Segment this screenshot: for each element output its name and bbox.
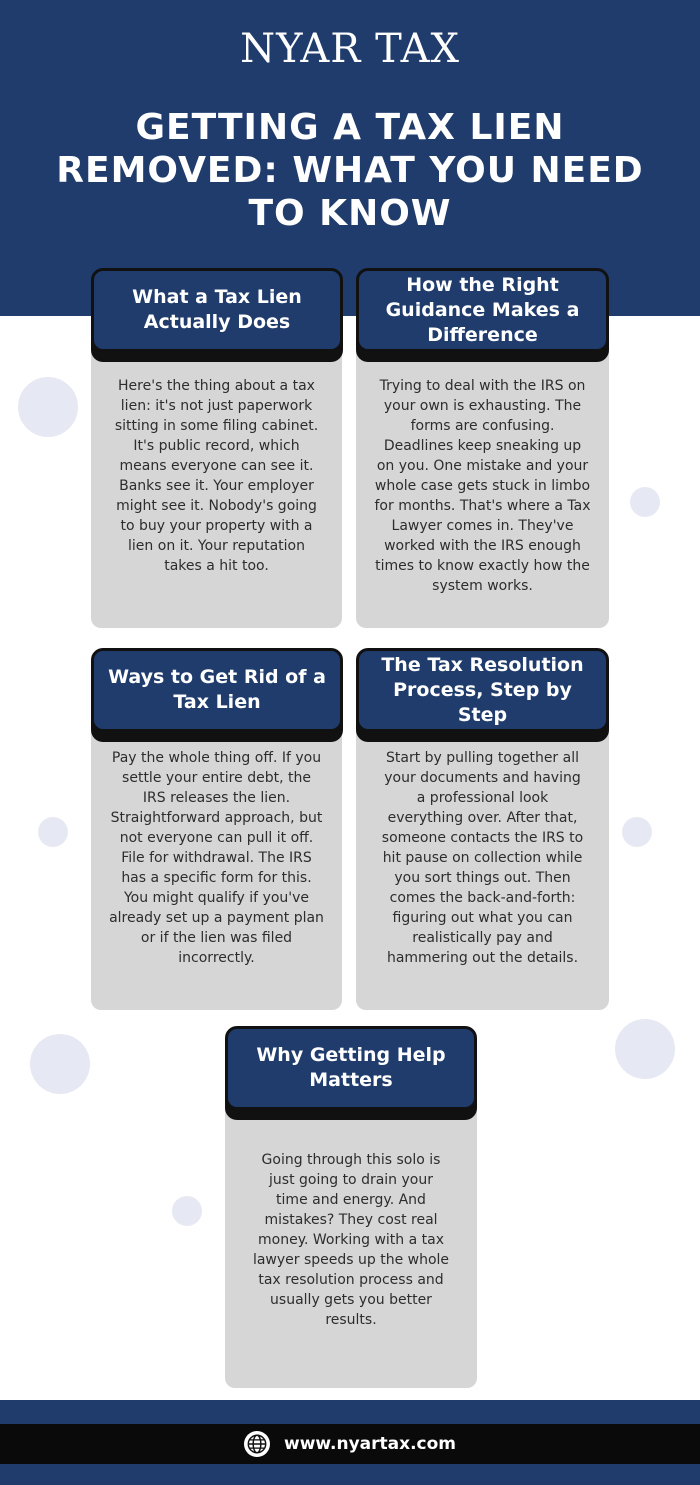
- decor-dot: [622, 817, 652, 847]
- globe-icon: [244, 1431, 270, 1457]
- card-text: Going through this solo is just going to drain your time and energy. And mistakes? They cost real money. Working with a tax lawyer speeds up the whole tax resolution process and usually gets you better results.: [252, 1152, 450, 1328]
- card-text: Pay the whole thing off. If you settle your entire debt, the IRS releases the lien. Straightforward approach, but not everyone can pull it off. File for withdrawal. The IRS has a specific form for this. You might qualify if you've already set up a payment plan or if the lien was filed incorrectly.: [109, 750, 324, 966]
- card-body-resolution-process: [356, 710, 609, 1010]
- decor-dot: [30, 1034, 90, 1094]
- card-heading-what-lien-does: [91, 268, 343, 352]
- footer-bar: [0, 1424, 700, 1464]
- decor-dot: [630, 487, 660, 517]
- card-heading-text: What a Tax Lien Actually Does: [132, 286, 302, 333]
- website-link[interactable]: www.nyartax.com: [283, 1434, 457, 1454]
- decor-dot: [18, 377, 78, 437]
- card-body-right-guidance: [356, 330, 609, 628]
- card-text: Trying to deal with the IRS on your own is exhausting. The forms are confusing. Deadlines keep sneaking up on you. One mistake and your whole case gets stuck in limbo for months. That's where a Tax Lawyer comes in. They've worked with the IRS enough times to know exactly how the system works.: [374, 378, 591, 594]
- card-heading-resolution-process: [356, 648, 609, 732]
- card-heading-text: Why Getting Help Matters: [256, 1044, 446, 1091]
- card-text: Start by pulling together all your documents and having a professional look everything over. After that, someone contacts the IRS to hit pause on collection while you sort things out. Then comes the back-and-forth: figuring out what you can realistically pay and hammering out the details.: [381, 750, 584, 966]
- card-text: Here's the thing about a tax lien: it's not just paperwork sitting in some filing cabinet. It's public record, which means everyone can see it. Banks see it. Your employer might see it. Nobody's going to buy your property with a lien on it. Your reputation takes a hit too.: [114, 378, 319, 574]
- card-heading-text: How the Right Guidance Makes a Difference: [385, 273, 580, 346]
- card-heading-text: The Tax Resolution Process, Step by Step: [381, 653, 584, 726]
- decor-dot: [615, 1019, 675, 1079]
- card-body-ways-rid: [91, 710, 342, 1010]
- card-heading-why-help: [225, 1026, 477, 1110]
- card-body-what-lien-does: [91, 330, 342, 628]
- card-body-why-help: [225, 1088, 477, 1388]
- card-heading-ways-rid: [91, 648, 343, 732]
- brand-logo: NYAR TAX: [240, 26, 460, 72]
- decor-dot: [172, 1196, 202, 1226]
- decor-dot: [38, 817, 68, 847]
- card-heading-right-guidance: [356, 268, 609, 352]
- page-title: GETTING A TAX LIEN REMOVED: WHAT YOU NEED TO KNOW: [56, 107, 644, 234]
- card-heading-text: Ways to Get Rid of a Tax Lien: [108, 666, 326, 713]
